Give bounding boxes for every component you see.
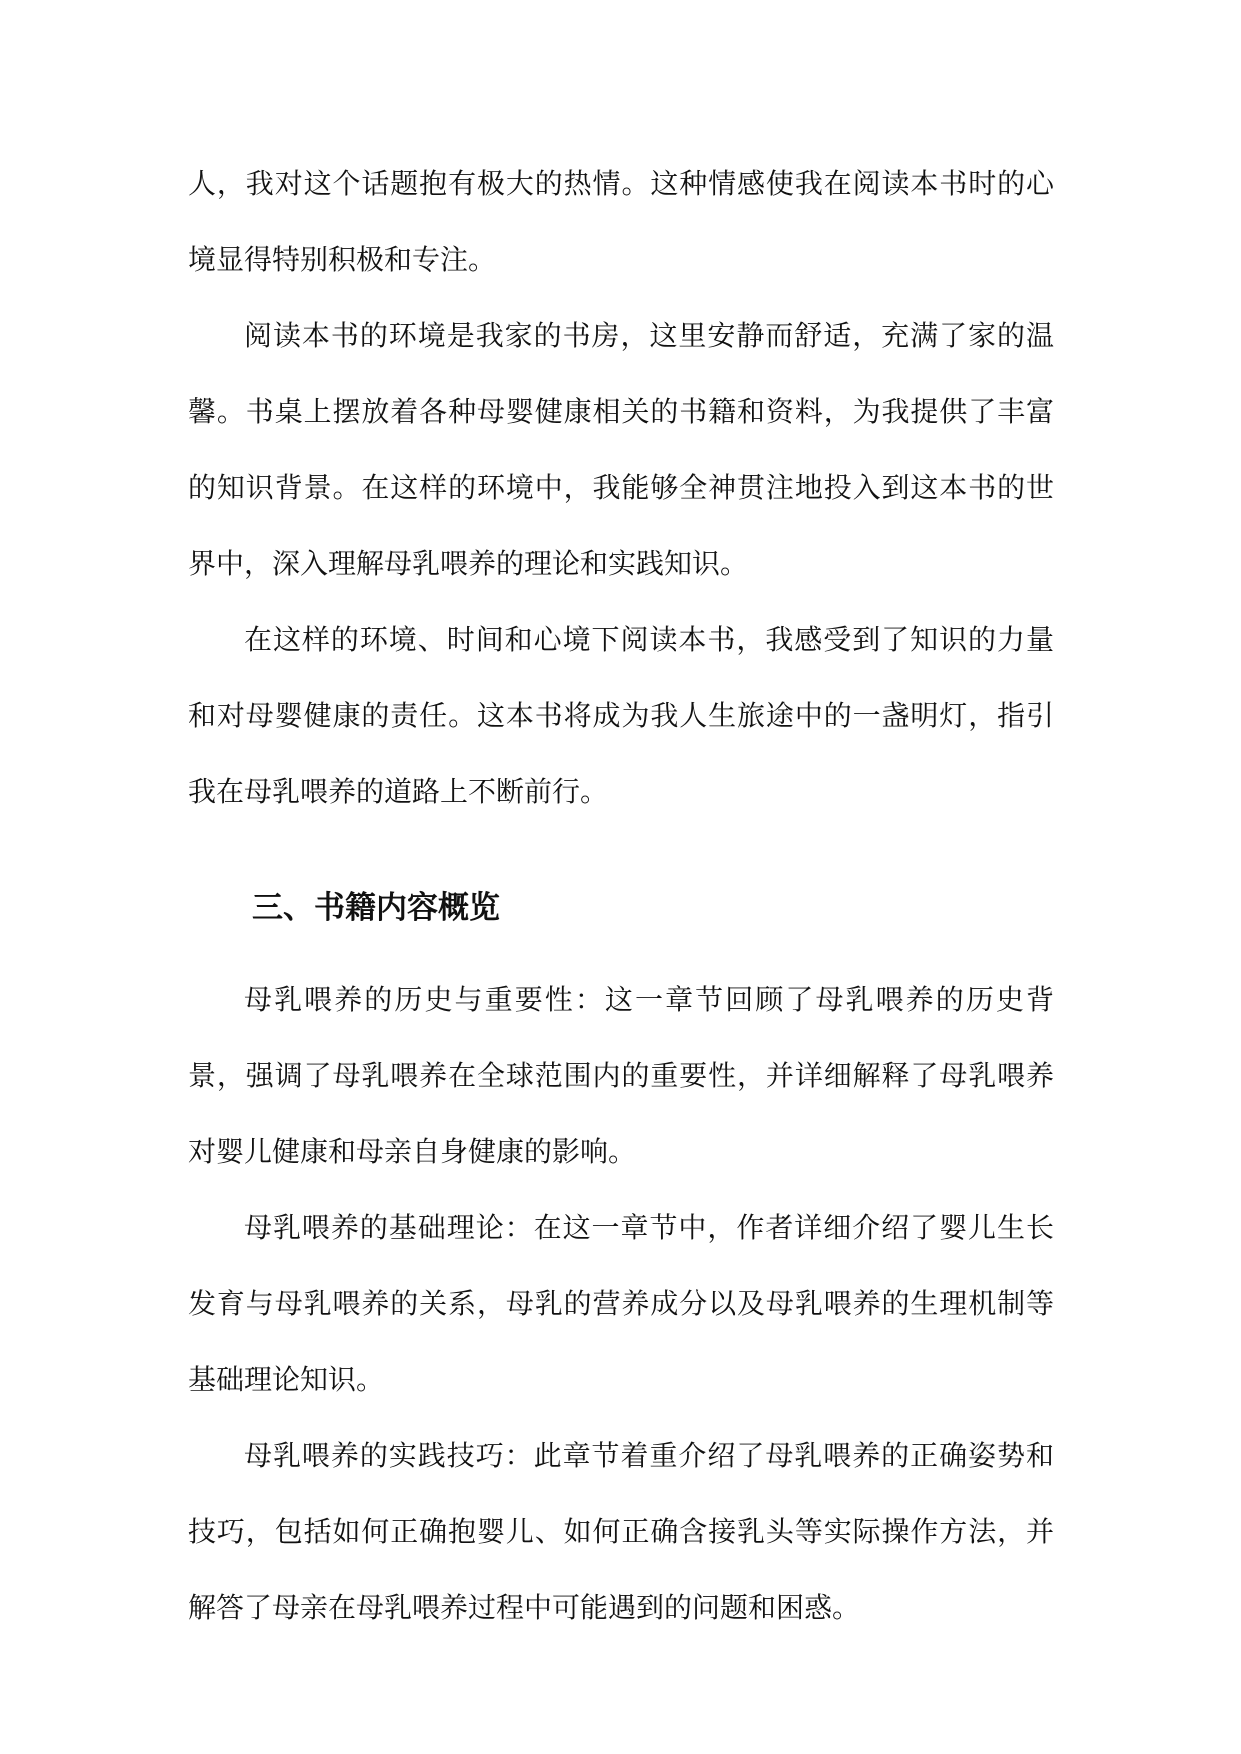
paragraph-basic-theory: 母乳喂养的基础理论：在这一章节中，作者详细介绍了婴儿生长发育与母乳喂养的关系，母乳的营养成分以及母乳喂养的生理机制等基础理论知识。 <box>188 1211 1054 1396</box>
section-heading: 三、书籍内容概览 <box>252 890 500 926</box>
paragraph-practice-skills: 母乳喂养的实践技巧：此章节着重介绍了母乳喂养的正确姿势和技巧，包括如何正确抱婴儿、如何正确含接乳头等实际操作方法，并解答了母亲在母乳喂养过程中可能遇到的问题和困惑。 <box>188 1439 1054 1624</box>
paragraph-continued: 人，我对这个话题抱有极大的热情。这种情感使我在阅读本书时的心境显得特别积极和专注。 <box>188 167 1054 276</box>
document-body <box>188 146 1054 1646</box>
paragraph-reading-environment: 阅读本书的环境是我家的书房，这里安静而舒适，充满了家的温馨。书桌上摆放着各种母婴健康相关的书籍和资料，为我提供了丰富的知识背景。在这样的环境中，我能够全神贯注地投入到这本书的世界中，深入理解母乳喂养的理论和实践知识。 <box>188 319 1054 580</box>
paragraph-history-importance: 母乳喂养的历史与重要性：这一章节回顾了母乳喂养的历史背景，强调了母乳喂养在全球范围内的重要性，并详细解释了母乳喂养对婴儿健康和母亲自身健康的影响。 <box>188 983 1054 1168</box>
paragraph-reading-feeling: 在这样的环境、时间和心境下阅读本书，我感受到了知识的力量和对母婴健康的责任。这本书将成为我人生旅途中的一盏明灯，指引我在母乳喂养的道路上不断前行。 <box>188 623 1054 808</box>
